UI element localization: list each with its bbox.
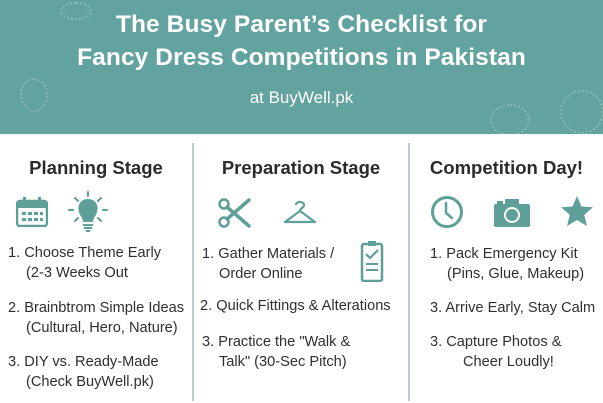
checklist-item xyxy=(430,244,584,284)
star-icon xyxy=(560,195,594,231)
hanger-icon xyxy=(282,199,318,231)
item-text: 3. Capture Photos & xyxy=(430,334,562,350)
item-text: 2. Quick Fittings & Alterations xyxy=(200,298,391,314)
column-planning-stage xyxy=(0,143,192,403)
item-subtext: (Check BuyWell.pk) xyxy=(26,374,154,390)
checklist-item xyxy=(8,243,161,283)
item-subtext: (Cultural, Hero, Nature) xyxy=(26,320,178,336)
item-text: 3. Arrive Early, Stay Calm xyxy=(430,300,596,316)
page-title xyxy=(0,8,603,74)
lightbulb-icon xyxy=(68,191,108,237)
clipboard-checklist-icon xyxy=(360,240,384,286)
clock-icon xyxy=(430,195,464,233)
item-text: 3. DIY vs. Ready-Made xyxy=(8,354,159,370)
checklist-item xyxy=(202,244,334,284)
item-text: 1. Pack Emergency Kit xyxy=(430,246,578,262)
subtitle: at BuyWell.pk xyxy=(249,88,354,107)
checklist-item xyxy=(430,298,595,318)
checklist-item xyxy=(8,352,159,392)
title-line-2: Fancy Dress Competitions in Pakistan xyxy=(77,44,526,71)
column-preparation-stage xyxy=(194,143,408,403)
header-banner xyxy=(0,0,603,134)
scissors-icon xyxy=(218,198,252,232)
calendar-icon xyxy=(16,197,48,231)
column-title: Preparation Stage xyxy=(221,157,381,178)
checklist-item xyxy=(200,296,391,316)
column-title: Planning Stage xyxy=(29,157,163,178)
column-competition-day xyxy=(410,143,603,403)
decorative-doodle xyxy=(490,104,530,136)
item-subtext: Cheer Loudly! xyxy=(463,354,554,370)
title-line-1: The Busy Parent’s Checklist for xyxy=(115,11,488,38)
item-subtext: Talk" (30-Sec Pitch) xyxy=(219,354,347,370)
checklist-item xyxy=(8,298,184,338)
item-text: 1. Choose Theme Early xyxy=(8,245,162,261)
column-title: Competition Day! xyxy=(429,157,584,178)
item-subtext: (Pins, Glue, Makeup) xyxy=(447,266,585,282)
checklist-item xyxy=(202,332,350,372)
item-text: 3. Practice the "Walk & xyxy=(202,334,351,350)
camera-icon xyxy=(494,199,530,231)
checklist-item xyxy=(430,332,561,372)
item-text: 1. Gather Materials / xyxy=(202,246,335,262)
item-subtext: (2-3 Weeks Out xyxy=(26,265,128,281)
item-subtext: Order Online xyxy=(219,266,303,282)
item-text: 2. Brainbtrom Simple Ideas xyxy=(8,300,185,316)
